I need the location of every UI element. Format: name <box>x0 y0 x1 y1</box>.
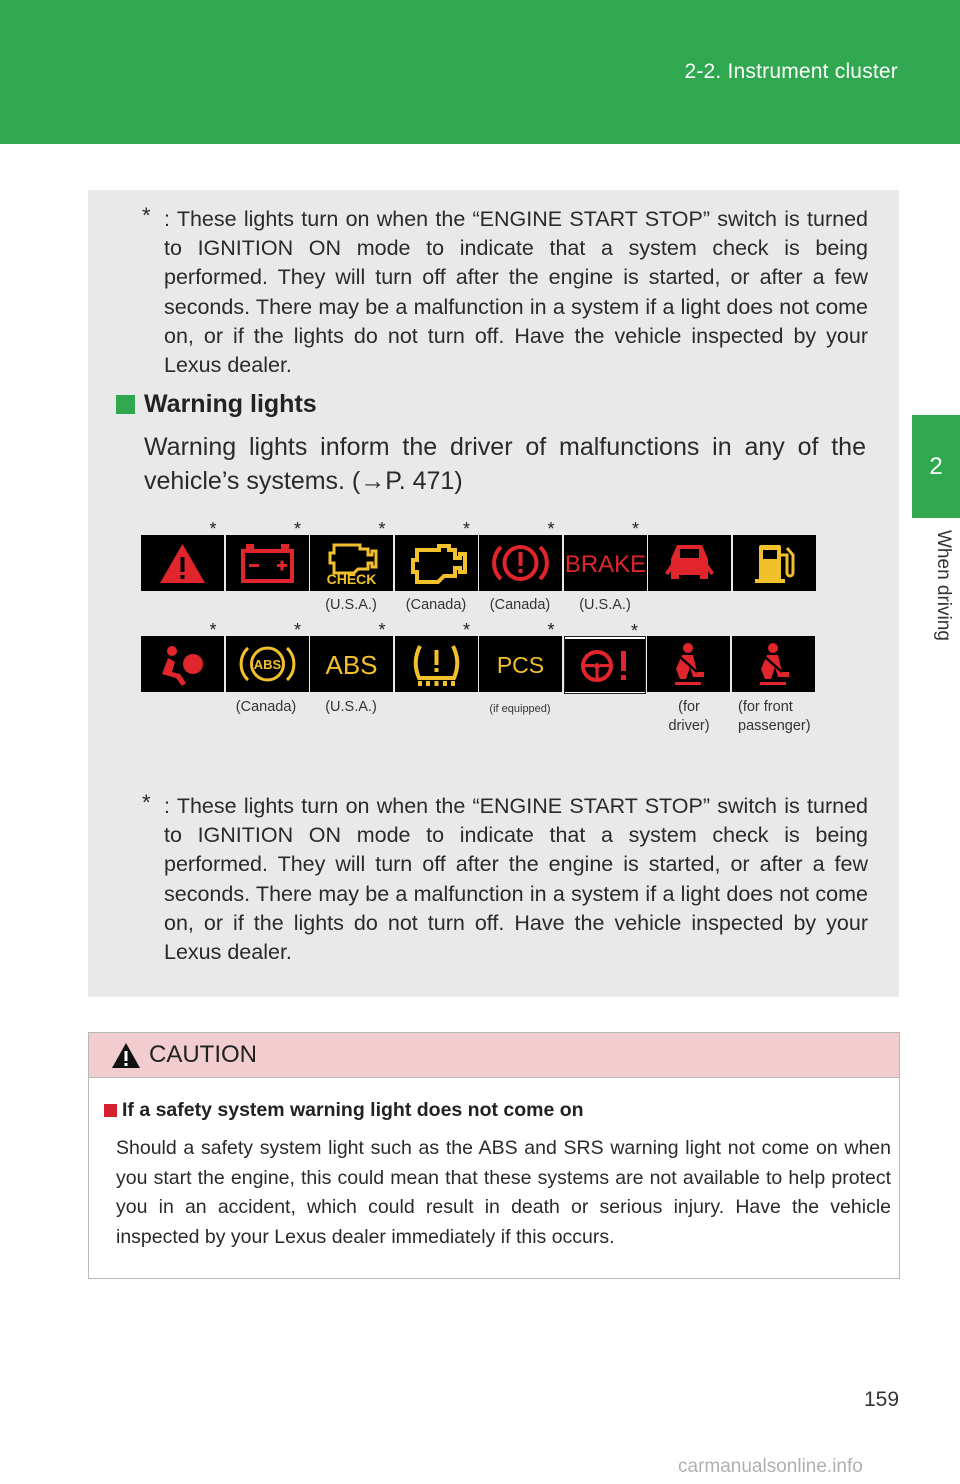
icon-caption: (for driver) <box>668 699 710 734</box>
page-number: 159 <box>864 1388 900 1411</box>
caution-box <box>88 1032 900 1279</box>
driver-seatbelt-icon <box>647 636 730 692</box>
chapter-label: When driving <box>933 530 954 641</box>
icon-caption: (U.S.A.) <box>325 699 377 715</box>
section-title: 2-2. Instrument cluster <box>684 60 898 83</box>
pcs-icon <box>479 620 562 692</box>
icon-caption: (U.S.A.) <box>579 597 631 613</box>
icon-mark: * <box>630 621 638 641</box>
icon-caption: (Canada) <box>405 597 467 613</box>
icon-mark: * <box>378 519 386 539</box>
note-text: : These lights turn on when the “ENGINE START STOP” switch is turned to IGNITION ON mode to indicate that a system check is being performed. They will turn off after the engine is started, or after a few seconds. There may be a malfunction in a system if a light does not come on, or if the lights do not turn off. Have the vehicle inspected by your Lexus dealer. <box>164 207 868 378</box>
icon-caption: (Canada) <box>489 597 551 613</box>
icon-mark: * <box>293 620 301 640</box>
chapter-tab[interactable]: 2 <box>912 415 960 518</box>
icon-mark: * <box>293 519 301 539</box>
icon-label: BRAKE <box>564 551 646 578</box>
system-check-note-bottom <box>142 790 868 967</box>
caution-triangle-icon <box>111 1042 141 1069</box>
brake-system-warning-icon <box>141 519 224 591</box>
check-engine-icon <box>310 519 393 591</box>
low-fuel-icon <box>733 535 816 591</box>
icon-caption: (if equipped) <box>489 703 551 715</box>
caution-subtitle <box>104 1099 584 1122</box>
caution-subtitle-text: If a safety system warning light does not come on <box>122 1099 584 1121</box>
watermark: carmanualsonline.info <box>678 1456 863 1477</box>
icon-mark: * <box>547 519 555 539</box>
icon-caption: (U.S.A.) <box>325 597 377 613</box>
footnote-mark: * <box>142 203 151 228</box>
icon-caption: (for front passenger) <box>738 699 811 734</box>
icon-label: PCS <box>496 652 545 678</box>
brake-circle-warning-icon <box>479 519 562 591</box>
system-check-note-top <box>142 203 868 380</box>
icon-mark: * <box>209 620 217 640</box>
abs-text-icon <box>310 620 393 692</box>
icon-label: CHECK <box>326 571 377 587</box>
icon-mark: * <box>209 519 217 539</box>
srs-airbag-icon <box>141 620 224 692</box>
warning-icon-row-1 <box>141 519 817 591</box>
icon-label: ABS <box>325 650 378 680</box>
steering-warning-icon <box>564 621 646 694</box>
tire-pressure-icon <box>395 620 478 692</box>
open-door-icon <box>648 535 731 591</box>
icon-mark: * <box>378 620 386 640</box>
icon-caption: (Canada) <box>235 699 297 715</box>
caution-title: CAUTION <box>149 1041 257 1068</box>
page-header <box>0 0 960 144</box>
icon-mark: * <box>547 620 555 640</box>
passenger-seatbelt-icon <box>732 636 815 692</box>
icon-mark: * <box>462 620 470 640</box>
caution-body: Should a safety system light such as the ABS and SRS warning light not come on when you start the engine, this could mean that these systems are not available to help protect you in an accident, which could result in death or serious injury. Have the vehicle inspected by your Lexus dealer immediately if this occurs. <box>116 1137 891 1248</box>
warning-lights-description: Warning lights inform the driver of malfunctions in any of the vehicle’s systems. (→P. 471) <box>144 433 866 495</box>
icon-mark: * <box>631 519 639 539</box>
heading-text: Warning lights <box>144 390 317 418</box>
caution-header <box>89 1033 899 1078</box>
charging-system-icon <box>226 519 309 591</box>
abs-circle-icon <box>226 620 309 692</box>
section-square-icon <box>116 395 135 414</box>
warning-icon-row-2 <box>141 620 816 692</box>
note-text: : These lights turn on when the “ENGINE START STOP” switch is turned to IGNITION ON mode to indicate that a system check is being performed. They will turn off after the engine is started, or after a few seconds. There may be a malfunction in a system if a light does not come on, or if the lights do not turn off. Have the vehicle inspected by your Lexus dealer. <box>164 794 868 965</box>
brake-text-icon <box>564 519 647 591</box>
icon-mark: * <box>462 519 470 539</box>
icon-label: ABS <box>253 657 281 672</box>
footnote-mark: * <box>142 790 151 815</box>
engine-malfunction-icon <box>395 519 478 591</box>
caution-bullet-icon <box>104 1104 117 1117</box>
warning-lights-heading <box>116 390 317 419</box>
